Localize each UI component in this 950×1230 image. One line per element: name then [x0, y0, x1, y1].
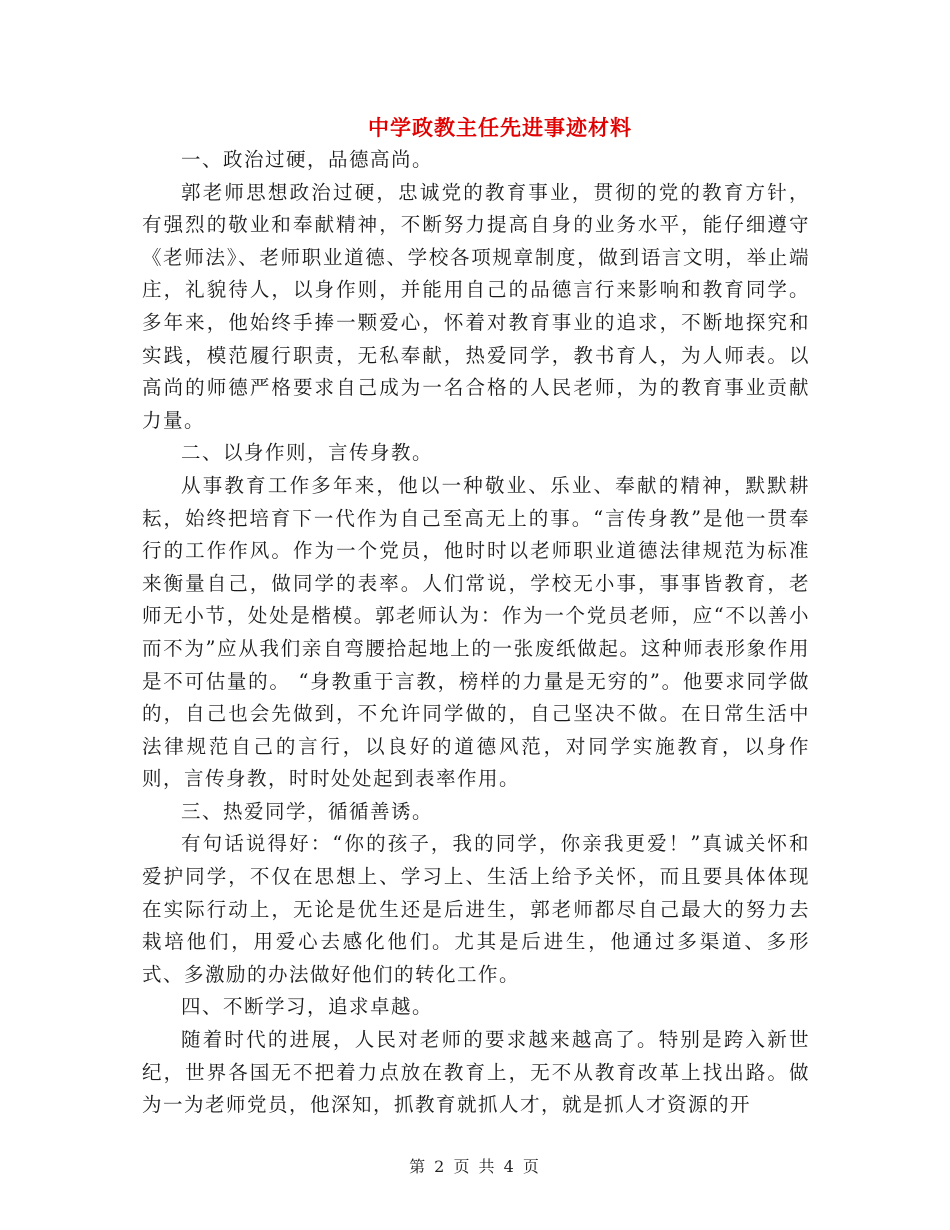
body-paragraph-3: 有句话说得好：“你的孩子，我的同学，你亲我更爱！”真诚关怀和爱护同学，不仅在思想上、学习上、生活上给予关怀，而且要具体体现在实际行动上，无论是优生还是后进生，郭老师都尽自己最大的努力去栽培他们，用爱心去感化他们。尤其是后进生，他通过多渠道、多形式、多激励的办法做好他们的转化工作。: [142, 832, 810, 986]
body-paragraph-2: 从事教育工作多年来，他以一种敬业、乐业、奉献的精神，默默耕耘，始终把培育下一代作为自己至高无上的事。“言传身教”是他一贯奉行的工作作风。作为一个党员，他时时以老师职业道德法律规范为标准来衡量自己，做同学的表率。人们常说，学校无小事，事事皆教育，老师无小节，处处是楷模。郭老师认为：作为一个党员老师，应“不以善小而不为”应从我们亲自弯腰拾起地上的一张废纸做起。这种师表形象作用是不可估量的。 “身教重于言教，榜样的力量是无穷的”。他要求同学做的，自己也会先做到，不允许同学做的，自己坚决不做。在日常生活中法律规范自己的言行，以良好的道德风范，对同学实施教育，以身作则，言传身教，时时处处起到表率作用。: [142, 473, 810, 791]
document-body: [142, 144, 810, 1122]
section-heading-2: 二、以身作则，言传身教。: [181, 441, 434, 465]
section-heading-4: 四、不断学习，追求卓越。: [181, 995, 434, 1019]
body-paragraph-1: 郭老师思想政治过硬，忠诚党的教育事业，贯彻的党的教育方针，有强烈的敬业和奉献精神，不断努力提高自身的业务水平，能仔细遵守《老师法》、老师职业道德、学校各项规章制度，做到语言文明，举止端庄，礼貌待人，以身作则，并能用自己的品德言行来影响和教育同学。多年来，他始终手捧一颗爱心，怀着对教育事业的追求，不断地探究和实践，模范履行职责，无私奉献，热爱同学，教书育人，为人师表。以高尚的师德严格要求自己成为一名合格的人民老师，为的教育事业贡献力量。: [142, 180, 810, 432]
document-title: 中学政教主任先进事迹材料: [368, 115, 632, 140]
page-number-footer: 第 2 页 共 4 页: [409, 1157, 541, 1176]
section-heading-1: 一、政治过硬，品德高尚。: [181, 148, 434, 171]
body-paragraph-4: 随着时代的进展，人民对老师的要求越来越高了。特别是跨入新世纪，世界各国无不把着力点放在教育上，无不从教育改革上找出路。做为一为老师党员，他深知，抓教育就抓人才，就是抓人才资源的开: [142, 1028, 810, 1117]
section-heading-3: 三、热爱同学，循循善诱。: [181, 799, 434, 823]
